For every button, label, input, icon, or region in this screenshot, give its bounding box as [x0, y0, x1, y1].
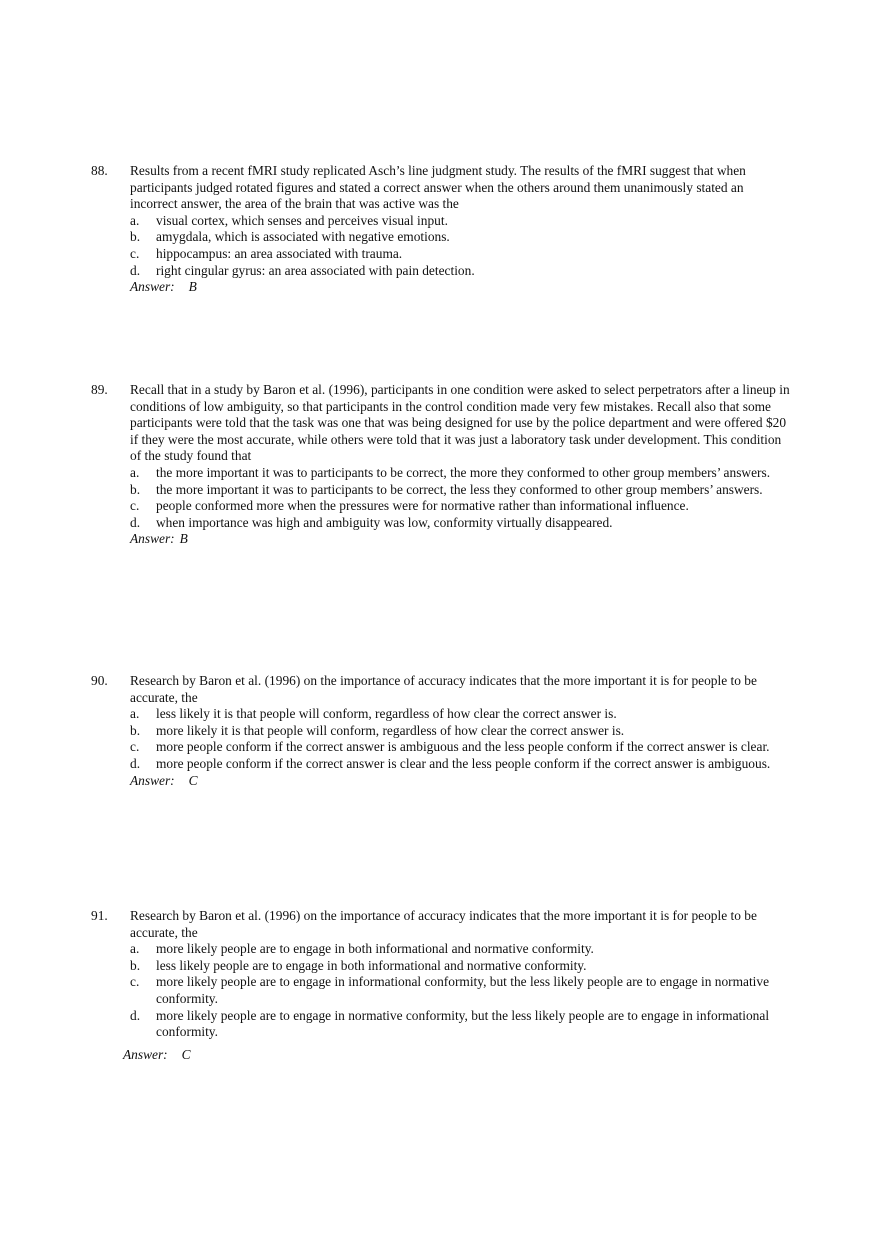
- option-d: [91, 263, 791, 280]
- option-a: [91, 706, 791, 723]
- option-d: [91, 1008, 791, 1041]
- option-letter: a.: [130, 464, 140, 480]
- option-a: [91, 941, 791, 958]
- option-text: more likely people are to engage in informational conformity, but the less likely people are to engage in normative conformity.: [156, 974, 770, 1006]
- option-c: [91, 498, 791, 515]
- option-text: the more important it was to participants to be correct, the more they conformed to other group members’ answers.: [156, 464, 771, 480]
- option-text: people conformed more when the pressures were for normative rather than informational influence.: [156, 498, 689, 514]
- option-text: amygdala, which is associated with negative emotions.: [156, 229, 450, 245]
- answer-label: Answer:: [130, 279, 175, 295]
- option-letter: d.: [130, 514, 141, 530]
- option-c: [91, 246, 791, 263]
- option-letter: b.: [130, 722, 141, 738]
- options-list: [91, 213, 791, 279]
- answer-label: Answer:: [123, 1046, 168, 1062]
- question-91: [91, 908, 791, 1063]
- option-letter: a.: [130, 706, 140, 722]
- question-90: [91, 673, 791, 789]
- answer-label: Answer:: [130, 531, 175, 547]
- option-c: [91, 974, 791, 1007]
- option-letter: d.: [130, 262, 141, 278]
- option-letter: a.: [130, 941, 140, 957]
- answer-line: [91, 773, 791, 790]
- answer-value: C: [188, 772, 198, 788]
- question-88: [91, 163, 791, 296]
- option-a: [91, 465, 791, 482]
- option-text: more likely it is that people will conform, regardless of how clear the correct answer is.: [156, 722, 625, 738]
- option-text: less likely people are to engage in both informational and normative conformity.: [156, 957, 587, 973]
- option-text: more likely people are to engage in normative conformity, but the less likely people are to engage in informational conformity.: [156, 1007, 770, 1040]
- question-number: 91.: [91, 908, 108, 923]
- answer-label: Answer:: [130, 772, 175, 788]
- option-text: visual cortex, which senses and perceives visual input.: [156, 212, 448, 228]
- option-text: hippocampus: an area associated with trauma.: [156, 245, 403, 261]
- question-stem: [91, 673, 791, 706]
- question-text: Research by Baron et al. (1996) on the importance of accuracy indicates that the more important it is for people to be accurate, the: [130, 673, 757, 705]
- question-text: Recall that in a study by Baron et al. (1996), participants in one condition were asked to select perpetrators after a lineup in conditions of low ambiguity, so that participants in the control condition made very few mistakes. Recall also that some participants were told that the task was one that was being designed for use by the police department and were offered $20 if they were the most accurate, while others were told that it was just a laboratory task under development. This condition of the study found that: [130, 382, 790, 464]
- options-list: [91, 465, 791, 531]
- option-b: [91, 482, 791, 499]
- option-letter: b.: [130, 957, 141, 973]
- option-letter: c.: [130, 498, 140, 514]
- question-stem: [91, 382, 791, 465]
- answer-line: [91, 531, 791, 548]
- option-letter: a.: [130, 212, 140, 228]
- answer-line: [91, 279, 791, 296]
- option-b: [91, 229, 791, 246]
- option-a: [91, 213, 791, 230]
- question-text: Research by Baron et al. (1996) on the importance of accuracy indicates that the more important it is for people to be accurate, the: [130, 908, 757, 940]
- option-text: when importance was high and ambiguity was low, conformity virtually disappeared.: [156, 514, 613, 530]
- answer-value: C: [181, 1046, 191, 1062]
- option-letter: c.: [130, 974, 140, 990]
- question-stem: [91, 908, 791, 941]
- option-text: the more important it was to participants to be correct, the less they conformed to other group members’ answers.: [156, 481, 763, 497]
- option-letter: c.: [130, 245, 140, 261]
- answer-line: [91, 1047, 791, 1064]
- answer-value: B: [188, 279, 197, 295]
- option-text: more people conform if the correct answer is clear and the less people conform if the correct answer is ambiguous.: [156, 755, 771, 771]
- option-text: more likely people are to engage in both informational and normative conformity.: [156, 941, 594, 957]
- question-stem: [91, 163, 791, 213]
- question-number: 89.: [91, 382, 108, 397]
- option-d: [91, 756, 791, 773]
- answer-value: B: [179, 531, 188, 547]
- option-letter: b.: [130, 229, 141, 245]
- option-letter: b.: [130, 481, 141, 497]
- option-d: [91, 515, 791, 532]
- option-b: [91, 723, 791, 740]
- question-89: [91, 382, 791, 548]
- option-letter: d.: [130, 1007, 141, 1023]
- question-number: 88.: [91, 163, 108, 178]
- option-letter: d.: [130, 755, 141, 771]
- option-c: [91, 739, 791, 756]
- options-list: [91, 941, 791, 1041]
- option-letter: c.: [130, 739, 140, 755]
- question-text: Results from a recent fMRI study replicated Asch’s line judgment study. The results of the fMRI suggest that when participants judged rotated figures and stated a correct answer when the others around them unanimously stated an incorrect answer, the area of the brain that was active was the: [130, 163, 746, 212]
- options-list: [91, 706, 791, 772]
- option-text: less likely it is that people will conform, regardless of how clear the correct answer is.: [156, 706, 617, 722]
- option-text: right cingular gyrus: an area associated with pain detection.: [156, 262, 475, 278]
- option-b: [91, 958, 791, 975]
- option-text: more people conform if the correct answer is ambiguous and the less people conform if the correct answer is clear.: [156, 739, 770, 755]
- question-number: 90.: [91, 673, 108, 688]
